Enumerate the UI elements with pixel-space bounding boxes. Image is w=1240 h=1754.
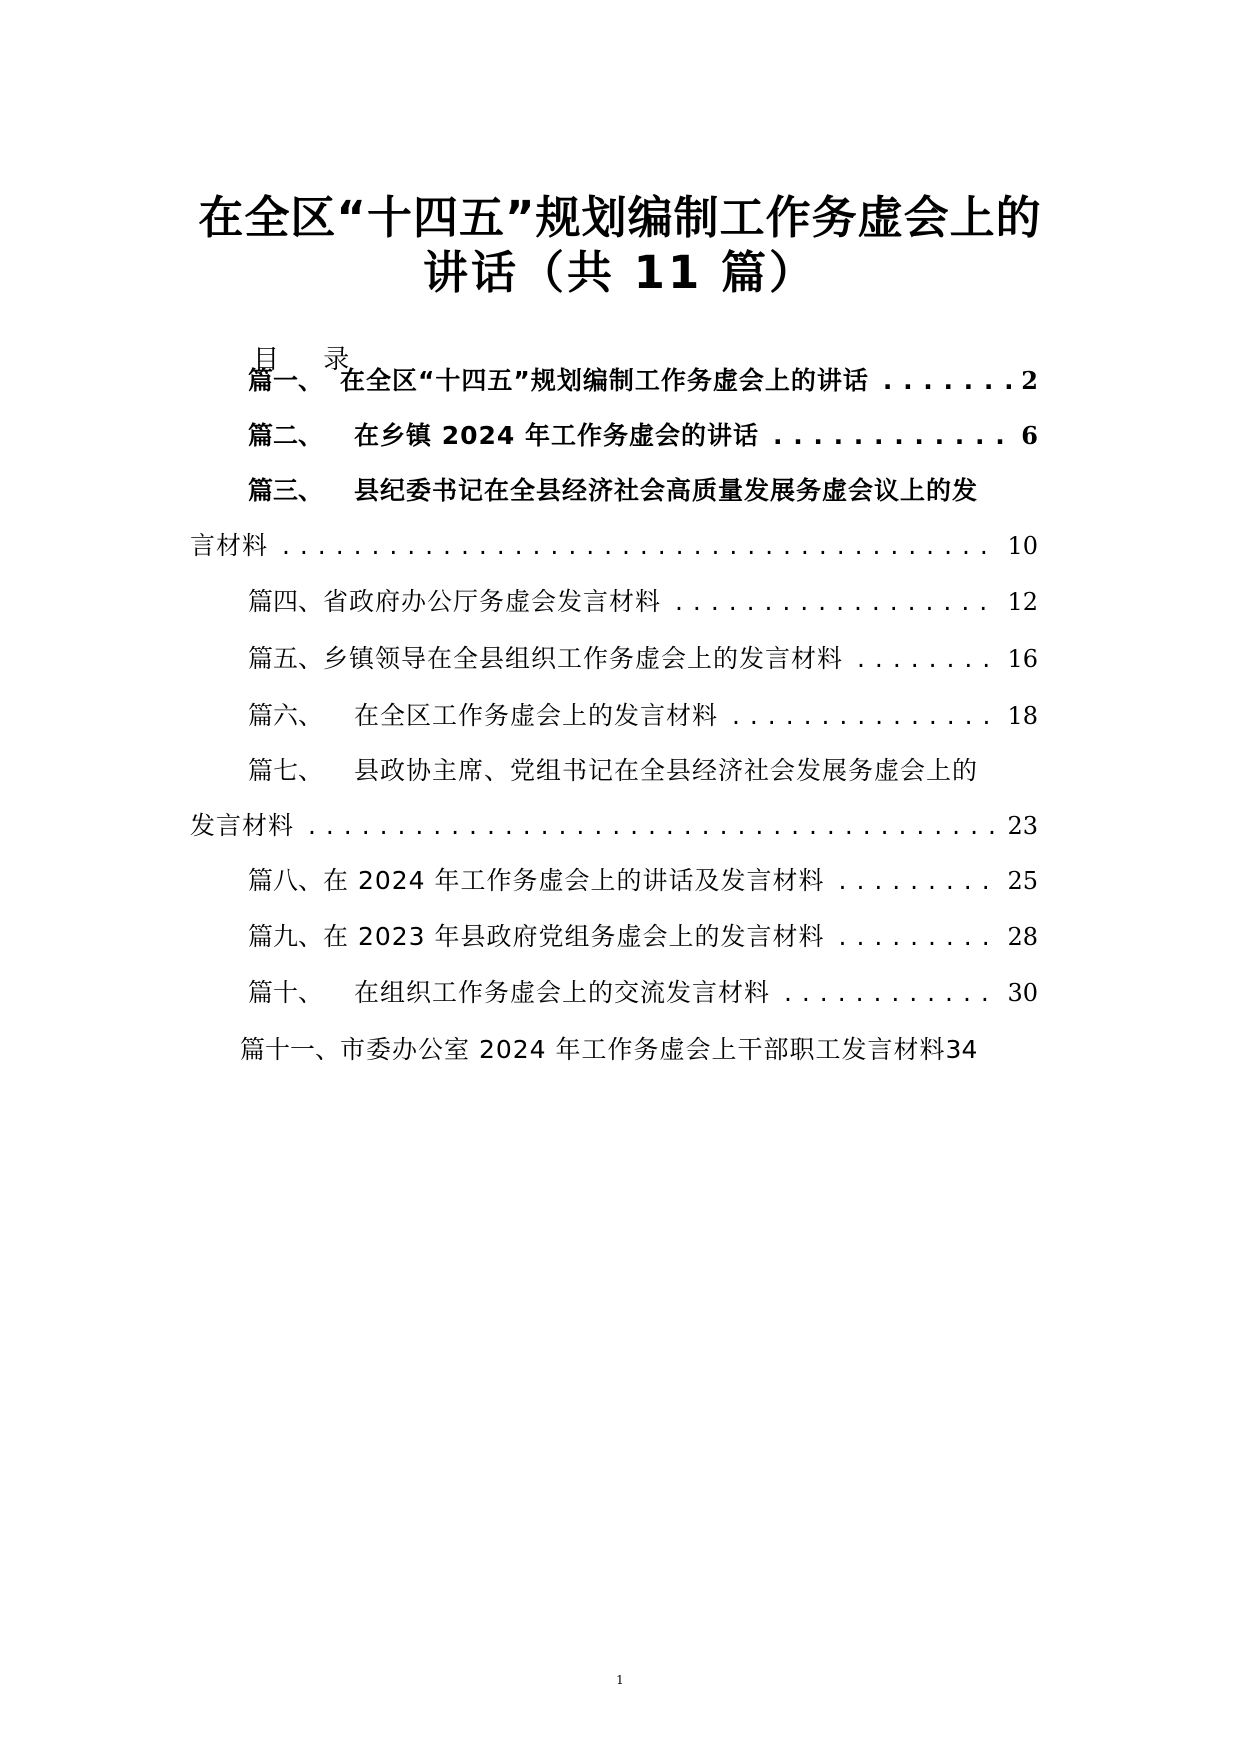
toc-entry-text: 在组织工作务虚会上的交流发言材料 [354,978,771,1007]
toc-entry-text: 市委办公室 2024 年工作务虚会上干部职工发言材料 [340,1035,946,1064]
toc-entry-page: 34 [945,1035,978,1064]
toc-entry-seq: 篇二、 [248,421,324,450]
toc-leader-dots [839,861,998,901]
toc-entry-5[interactable] [248,639,1038,679]
toc-leader-dots [732,696,997,736]
toc-entry-8[interactable] [248,861,1038,901]
toc-entry-page: 12 [1007,588,1038,616]
toc-leader-dots [883,361,1011,401]
toc-entry-text: 乡镇领导在全县组织工作务虚会上的发言材料 [323,644,844,673]
toc-leader-dots [282,526,997,566]
toc-entry-page: 2 [1021,366,1038,395]
toc-entry-7-continued[interactable] [190,806,1038,846]
toc-leader-dots [857,639,997,679]
toc-leader-dots [308,806,997,846]
toc-entry-page: 25 [1007,867,1038,895]
toc-entry-page: 30 [1007,979,1038,1007]
toc-heading: 目 录 [253,345,368,375]
toc-entry-text: 在 2024 年工作务虚会上的讲话及发言材料 [323,866,825,895]
toc-entry-seq: 篇六、 [248,701,324,730]
toc-entry-text-continued: 发言材料 [190,811,295,840]
toc-entry-seq: 篇十、 [248,978,324,1007]
toc-entry-3-continued[interactable] [190,526,1038,566]
toc-entry-page: 6 [1021,421,1038,450]
toc-entry-page: 10 [1007,532,1038,560]
toc-entry-text: 在全区“十四五”规划编制工作务虚会上的讲话 [340,366,869,395]
toc-entry-9[interactable] [248,917,1038,957]
toc-leader-dots [675,582,997,622]
toc-entry-seq: 篇八、 [248,866,324,895]
toc-entry-page: 28 [1007,923,1038,951]
toc-entry-page: 23 [1007,812,1038,840]
toc-entry-seq: 篇一、 [248,366,324,395]
toc-entry-text: 县纪委书记在全县经济社会高质量发展务虚会议上的发 [354,476,979,505]
toc-entry-text: 在 2023 年县政府党组务虚会上的发言材料 [323,922,825,951]
toc-entry-page: 16 [1007,645,1038,673]
toc-entry-seq: 篇七、 [248,756,324,785]
toc-leader-dots [839,917,998,957]
toc-entry-text: 在乡镇 2024 年工作务虚会的讲话 [354,421,759,450]
toc-leader-dots [784,973,997,1013]
toc-entry-seq: 篇九、 [248,922,324,951]
toc-leader-dots [773,416,1011,456]
document-title-line-2: 讲话（共 11 篇） [423,246,817,299]
toc-entry-text: 省政府办公厅务虚会发言材料 [323,587,662,616]
toc-entry-seq: 篇四、 [248,587,324,616]
toc-entry-seq: 篇十一、 [240,1035,341,1064]
document-title-line-1: 在全区“十四五”规划编制工作务虚会上的 [198,191,1042,244]
toc-entry-text: 在全区工作务虚会上的发言材料 [354,701,719,730]
toc-entry-4[interactable] [248,582,1038,622]
toc-entry-2[interactable] [248,416,1038,456]
toc-entry-text: 县政协主席、党组书记在全县经济社会发展务虚会上的 [354,756,979,785]
page-number: 1 [616,1673,624,1687]
toc-entry-seq: 篇三、 [248,476,324,505]
toc-entry-7[interactable] [248,751,1038,791]
toc-entry-11[interactable] [240,1030,1070,1070]
toc-entry-page: 18 [1007,702,1038,730]
toc-entry-6[interactable] [248,696,1038,736]
toc-entry-10[interactable] [248,973,1038,1013]
toc-entry-3[interactable] [248,471,1038,511]
toc-entry-1[interactable] [248,361,1038,401]
toc-entry-text-continued: 言材料 [190,531,269,560]
toc-entry-seq: 篇五、 [248,644,324,673]
